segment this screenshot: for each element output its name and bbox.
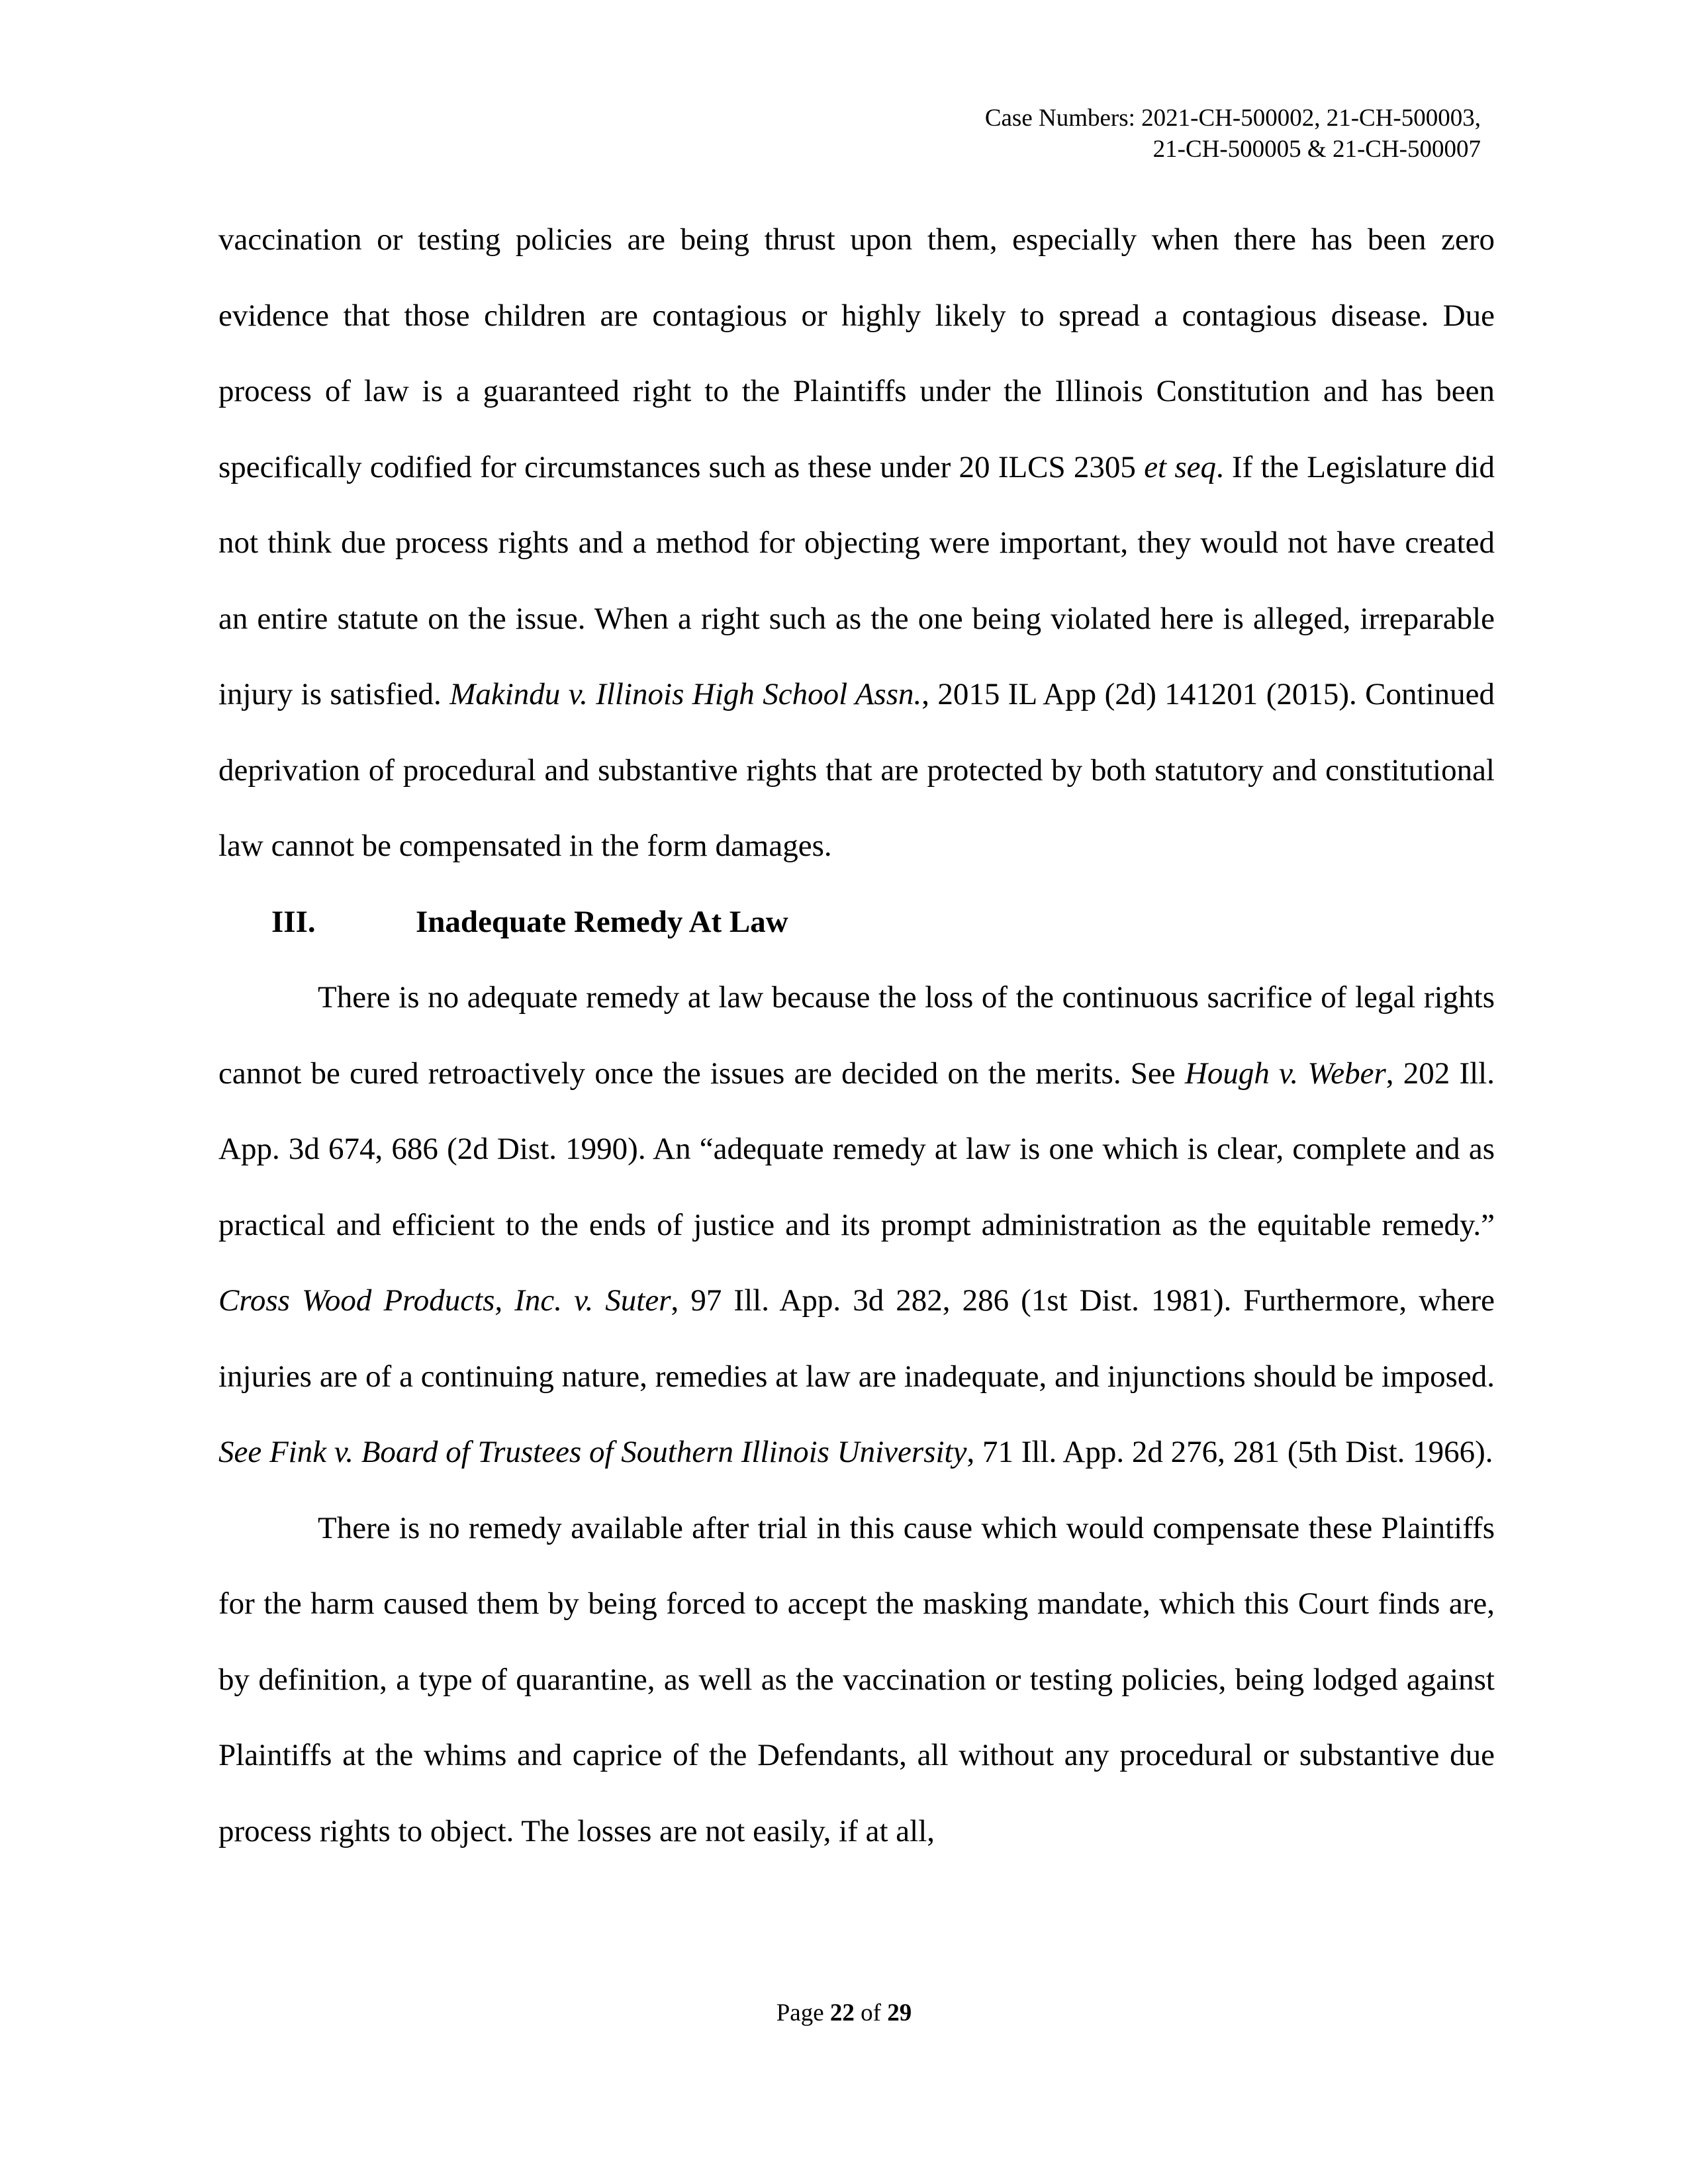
paragraph-text: , 71 Ill. App. 2d 276, 281 (5th Dist. 1966).: [966, 1435, 1493, 1469]
paragraph-text: , 2015 IL App (2d) 141201 (2015). Continued deprivation of procedural and substantive rights that are protected by both statutory and constitutional law cannot be compensated in the form damages.: [218, 677, 1495, 863]
paragraph-text: There is no remedy available after trial in this cause which would compensate these Plaintiffs for the harm caused them by being forced to accept the masking mandate, which this Court finds are, by definition, a type of quarantine, as well as the vaccination or testing policies, being lodged against Plaintiffs at the whims and caprice of the Defendants, all without any procedural or substantive due process rights to object. The losses are not easily, if at all,: [218, 1510, 1495, 1848]
case-numbers-line-2: 21-CH-500005 & 21-CH-500007: [1152, 136, 1481, 163]
page-of-label: of: [861, 1999, 881, 2026]
paragraph-text: , 202 Ill. App. 3d 674, 686 (2d Dist. 1990). An “adequate remedy at law is one which is clear, complete and as practical and efficient to the ends of justice and its prompt administration as the equitable remedy.”: [218, 1056, 1495, 1242]
section-number: III.: [271, 904, 316, 939]
case-numbers-line-1: Case Numbers: 2021-CH-500002, 21-CH-500003,: [984, 105, 1481, 132]
case-numbers-header: [985, 103, 1481, 165]
total-page-count: 29: [887, 1999, 912, 2026]
document-body: [218, 202, 1495, 1869]
citation-cross-wood: Cross Wood Products, Inc. v. Suter: [218, 1283, 671, 1318]
paragraph-no-remedy: [218, 1490, 1495, 1870]
citation-et-seq: et seq: [1144, 449, 1217, 484]
current-page-number: 22: [829, 1999, 855, 2026]
citation-fink: See Fink v. Board of Trustees of Southern Illinois University: [218, 1435, 967, 1469]
citation-makindu: Makindu v. Illinois High School Assn.: [449, 677, 922, 711]
paragraph-text: . If the Legislature did not think due process rights and a method for objecting were important, they would not have created an entire statute on the issue. When a right such as the one being violated here is alleged, irreparable injury is satisfied.: [218, 449, 1495, 711]
section-title: Inadequate Remedy At Law: [416, 904, 788, 939]
page-label: Page: [776, 1999, 824, 2026]
paragraph-text: There is no adequate remedy at law because the loss of the continuous sacrifice of legal rights cannot be cured retroactively once the issues are decided on the merits. See: [218, 980, 1495, 1091]
page-number-footer: [0, 1997, 1688, 2028]
paragraph-due-process: [218, 202, 1495, 884]
paragraph-text: , 97 Ill. App. 3d 282, 286 (1st Dist. 1981). Furthermore, where injuries are of a continuing nature, remedies at law are inadequate, and injunctions should be imposed.: [218, 1283, 1495, 1394]
citation-hough: Hough v. Weber: [1184, 1056, 1386, 1091]
paragraph-text: vaccination or testing policies are being thrust upon them, especially when there has been zero evidence that those children are contagious or highly likely to spread a contagious disease. Due process of law is a guaranteed right to the Plaintiffs under the Illinois Constitution and has been specifically codified for circumstances such as these under 20 ILCS 2305: [218, 222, 1495, 484]
section-heading: [218, 884, 1495, 960]
paragraph-adequate-remedy: [218, 960, 1495, 1490]
